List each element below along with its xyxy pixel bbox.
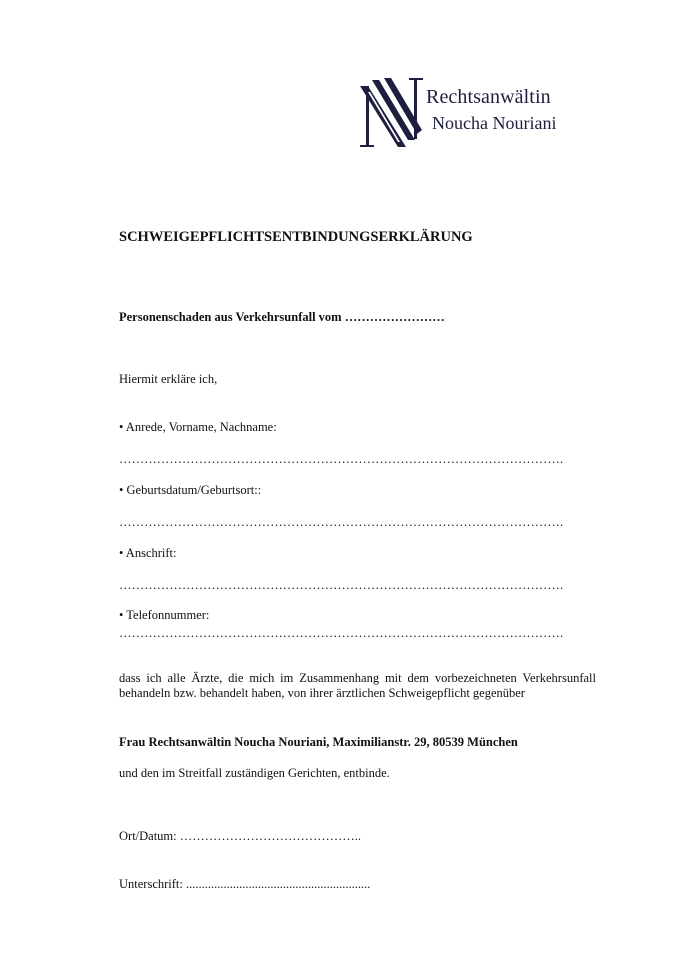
release-paragraph: dass ich alle Ärzte, die mich im Zusammenhang mit dem vorbezeichneten Verkehrsunfall behandeln bzw. behandelt haben, von ihrer ärztlichen Schweigepflicht gegenüber	[119, 671, 596, 700]
law-firm-logo	[358, 76, 588, 151]
logo-name: Noucha Nouriani	[432, 113, 557, 133]
logo-title: Rechtsanwältin	[426, 86, 551, 108]
phone-field-label: • Telefonnummer:	[119, 608, 210, 622]
birth-field-line[interactable]: …………………………………………………………………………………………….	[119, 515, 564, 529]
signature-field[interactable]: Unterschrift: ...........................................................	[119, 877, 371, 891]
monogram-n-icon	[358, 76, 424, 149]
name-field-label: • Anrede, Vorname, Nachname:	[119, 420, 277, 434]
birth-field-label: • Geburtsdatum/Geburtsort::	[119, 483, 262, 497]
address-field-line[interactable]: …………………………………………………………………………………………….	[119, 578, 564, 592]
subject-line: Personenschaden aus Verkehrsunfall vom ……………………	[119, 310, 445, 324]
intro-text: Hiermit erkläre ich,	[119, 372, 218, 386]
document-title: SCHWEIGEPFLICHTSENTBINDUNGSERKLÄRUNG	[119, 229, 473, 245]
place-date-field[interactable]: Ort/Datum: ……………………………………..	[119, 829, 362, 843]
closing-text: und den im Streitfall zuständigen Gerichten, entbinde.	[119, 766, 390, 780]
addressee-line: Frau Rechtsanwältin Noucha Nouriani, Maximilianstr. 29, 80539 München	[119, 735, 518, 749]
phone-field-line[interactable]: …………………………………………………………………………………………….	[119, 626, 564, 640]
address-field-label: • Anschrift:	[119, 546, 177, 560]
name-field-line[interactable]: …………………………………………………………………………………………….	[119, 452, 564, 466]
